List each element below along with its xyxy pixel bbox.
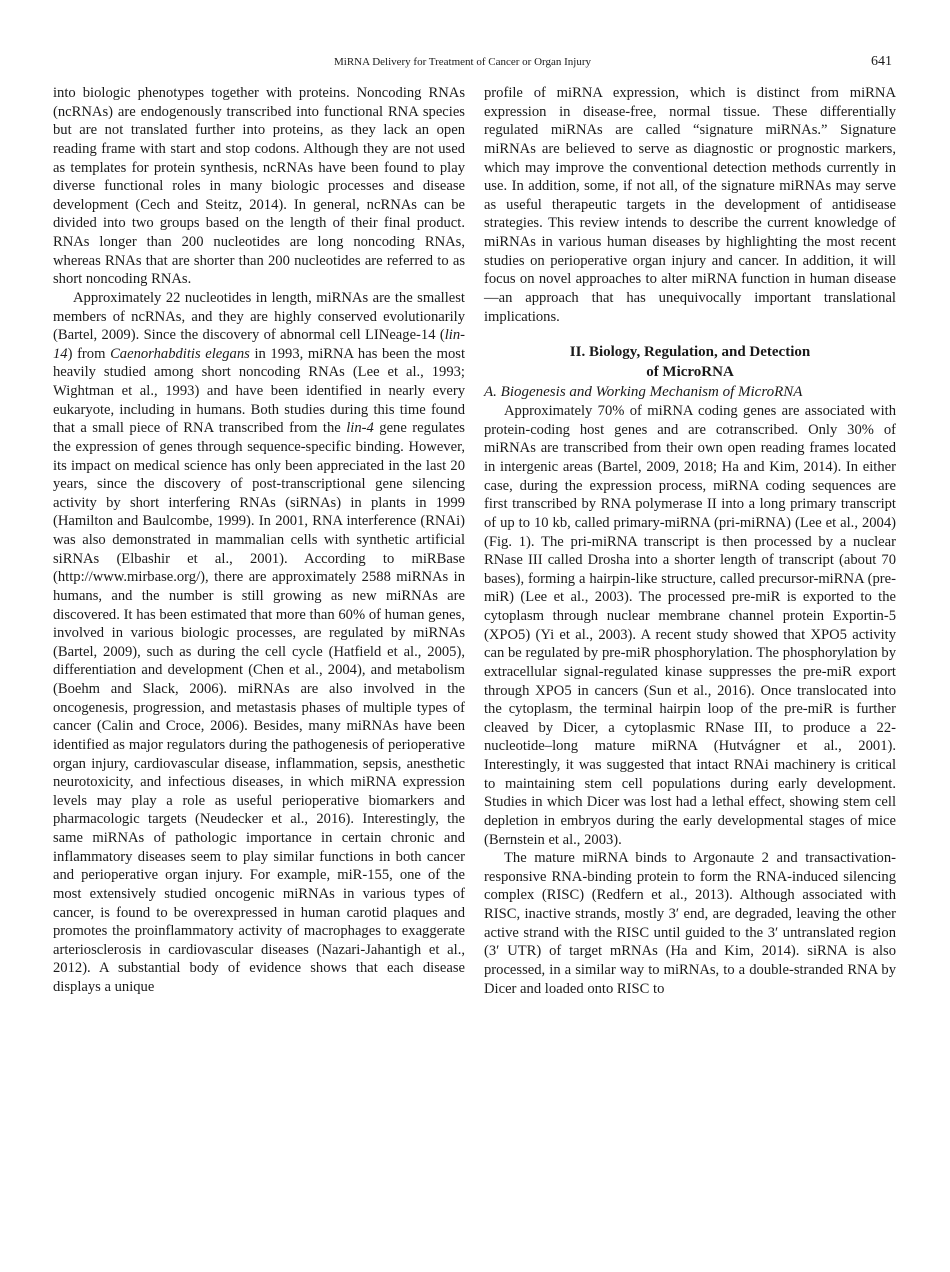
page-number: 641 <box>871 54 892 69</box>
paragraph-biogenesis: Approximately 70% of miRNA coding genes are associated with protein-coding host genes and are cotranscribed. Only 30% of miRNAs are transcribed from their own open reading frames located in intergenic areas (Bartel, 2009, 2018; Ha and Kim, 2014). In either case, during the expression process, miRNA coding sequences are first transcribed by RNA polymerase II into a long primary transcript of up to 10 kb, called primary-miRNA (pri-miRNA) (Lee et al., 2004) (Fig. 1). The pri-miRNA transcript is then processed by a nuclear RNase III called Drosha into a shorter length of transcript (about 70 bases), forming a hairpin-like structure, called precursor-miRNA (pre-miR) (Lee et al., 2003). The processed pre-miR is exported to the cytoplasm through nuclear membrane channel protein Exportin-5 (XPO5) (Yi et al., 2003). A recent study showed that XPO5 activity can be regulated by pre-miR phosphorylation. The phosphorylation by extracellular signal-regulated kinase suppresses the pre-miR export through XPO5 in cancers (Sun et al., 2016). Once translocated into the cytoplasm, the terminal hairpin loop of the pre-miR is further cleaved by Dicer, a cytoplasmic RNase III, to produce a 22-nucleotide–long mature miRNA (Hutvágner et al., 2001). Interestingly, it was suggested that intact RNAi machinery is critical to maintaining stem cell populations during early development. Studies in which Dicer was lost had a lethal effect, showing stem cell depletion in embryos during the early developmental stages of mice (Bernstein et al., 2003). <box>484 403 896 848</box>
paragraph-mirna-history: Approximately 22 nucleotides in length, miRNAs are the smallest members of ncRNAs, and they are highly conserved evolutionarily (Bartel, 2009). Since the discovery of abnormal cell LINeage-14 (lin-14) from Caenorhabditis elegans in 1993, miRNA has been the most heavily studied among short noncoding RNAs (Lee et al., 1993; Wightman et al., 1993) and have been identified in nearly every eukaryote, including in humans. Both studies during this time found that a small piece of RNA transcribed from the lin-4 gene regulates the expression of genes through sequence-specific binding. However, its impact on medical science has only been appreciated in the last 20 years, since the discovery of post-transcriptional gene silencing activity by short interfering RNAs (siRNAs) in plants in 1999 (Hamilton and Baulcombe, 1999). In 2001, RNA interference (RNAi) was also demonstrated in mammalian cells with synthetic artificial siRNAs (Elbashir et al., 2001). According to miRBase (http://www.mirbase.org/), there are approximately 2588 miRNAs in humans, and the number is still growing as new miRNAs are discovered. It has been estimated that more than 60% of human genes, involved in various biologic processes, are regulated by miRNAs (Bartel, 2009), such as during the cell cycle (Hatfield et al., 2005), differentiation and development (Chen et al., 2004), and metabolism (Boehm and Slack, 2006). miRNAs are also involved in the oncogenesis, progression, and metastasis phases of multiple types of cancer (Calin and Croce, 2006). Besides, many miRNAs have been identified as major regulators during the pathogenesis of perioperative organ injury, cardiovascular disease, inflammation, sepsis, anesthetic neurotoxicity, and infectious diseases, in which miRNA expression levels may play a role as useful perioperative biomarkers and pharmacologic targets (Neudecker et al., 2016). Interestingly, the same miRNAs of pathologic importance in certain chronic and inflammatory diseases seem to play similar functions in both cancer and perioperative organ injury. For example, miR-155, one of the most extensively studied oncogenic miRNAs in various types of cancer, is found to be overexpressed in human carotid plaques and promotes the proinflammatory activity of macrophages to exaggerate arteriosclerosis in cardiovascular diseases (Nazari-Jahantigh et al., 2012). A substantial body of evidence shows that each disease displays a unique <box>53 289 465 995</box>
running-title: MiRNA Delivery for Treatment of Cancer or Organ Injury <box>333 56 592 68</box>
running-head <box>0 54 950 74</box>
section-heading: II. Biology, Regulation, and Detection of MicroRNA <box>569 344 811 380</box>
right-column <box>484 84 896 998</box>
paragraph-signature-mirnas: profile of miRNA expression, which is distinct from miRNA expression in disease-free, normal tissue. These differentially regulated miRNAs are called “signature miRNAs.” Signature miRNAs are believed to serve as diagnostic or prognostic markers, which may improve the conventional detection methods currently in use. In addition, some, if not all, of the signature miRNAs may serve as useful therapeutic targets in the development of antidisease strategies. This review intends to describe the current knowledge of miRNAs in various human diseases by highlighting the most recent studies on perioperative organ injury and cancer. In addition, it will focus on novel approaches to alter miRNA function in human disease—an approach that has unequivocally important translational implications. <box>484 85 896 325</box>
gene-name-lin14: lin-14 <box>53 327 465 362</box>
section-spacer <box>484 326 896 343</box>
left-column <box>53 84 465 997</box>
paragraph-continued: into biologic phenotypes together with proteins. Noncoding RNAs (ncRNAs) are endogenously transcribed into functional RNA species but are not translated further into proteins, as they lack an open reading frame with start and stop codons. Although they are not used as templates for protein synthesis, ncRNAs have been found to play diverse functional roles in many biologic processes and disease development (Cech and Steitz, 2014). In general, ncRNAs can be divided into two groups based on the length of their final product. RNAs longer than 200 nucleotides are long noncoding RNAs, whereas RNAs that are shorter than 200 nucleotides are referred to as short noncoding RNAs. <box>53 85 465 288</box>
paragraph-risc: The mature miRNA binds to Argonaute 2 and transactivation-responsive RNA-binding protein to form the RNA-induced silencing complex (RISC) (Redfern et al., 2013). Although associated with RISC, inactive strands, mostly 3′ end, are degraded, leaving the other active strand with the RISC until guided to the 3′ untranslated region (3′ UTR) of target mRNAs (Ha and Kim, 2014). siRNA is also processed, in a similar way to miRNAs, to a double-stranded RNA by Dicer and loaded onto RISC to <box>484 850 896 997</box>
species-name: Caenorhabditis elegans <box>110 345 250 362</box>
subsection-heading: A. Biogenesis and Working Mechanism of MicroRNA <box>484 384 803 401</box>
gene-name-lin4: lin-4 <box>346 420 374 437</box>
